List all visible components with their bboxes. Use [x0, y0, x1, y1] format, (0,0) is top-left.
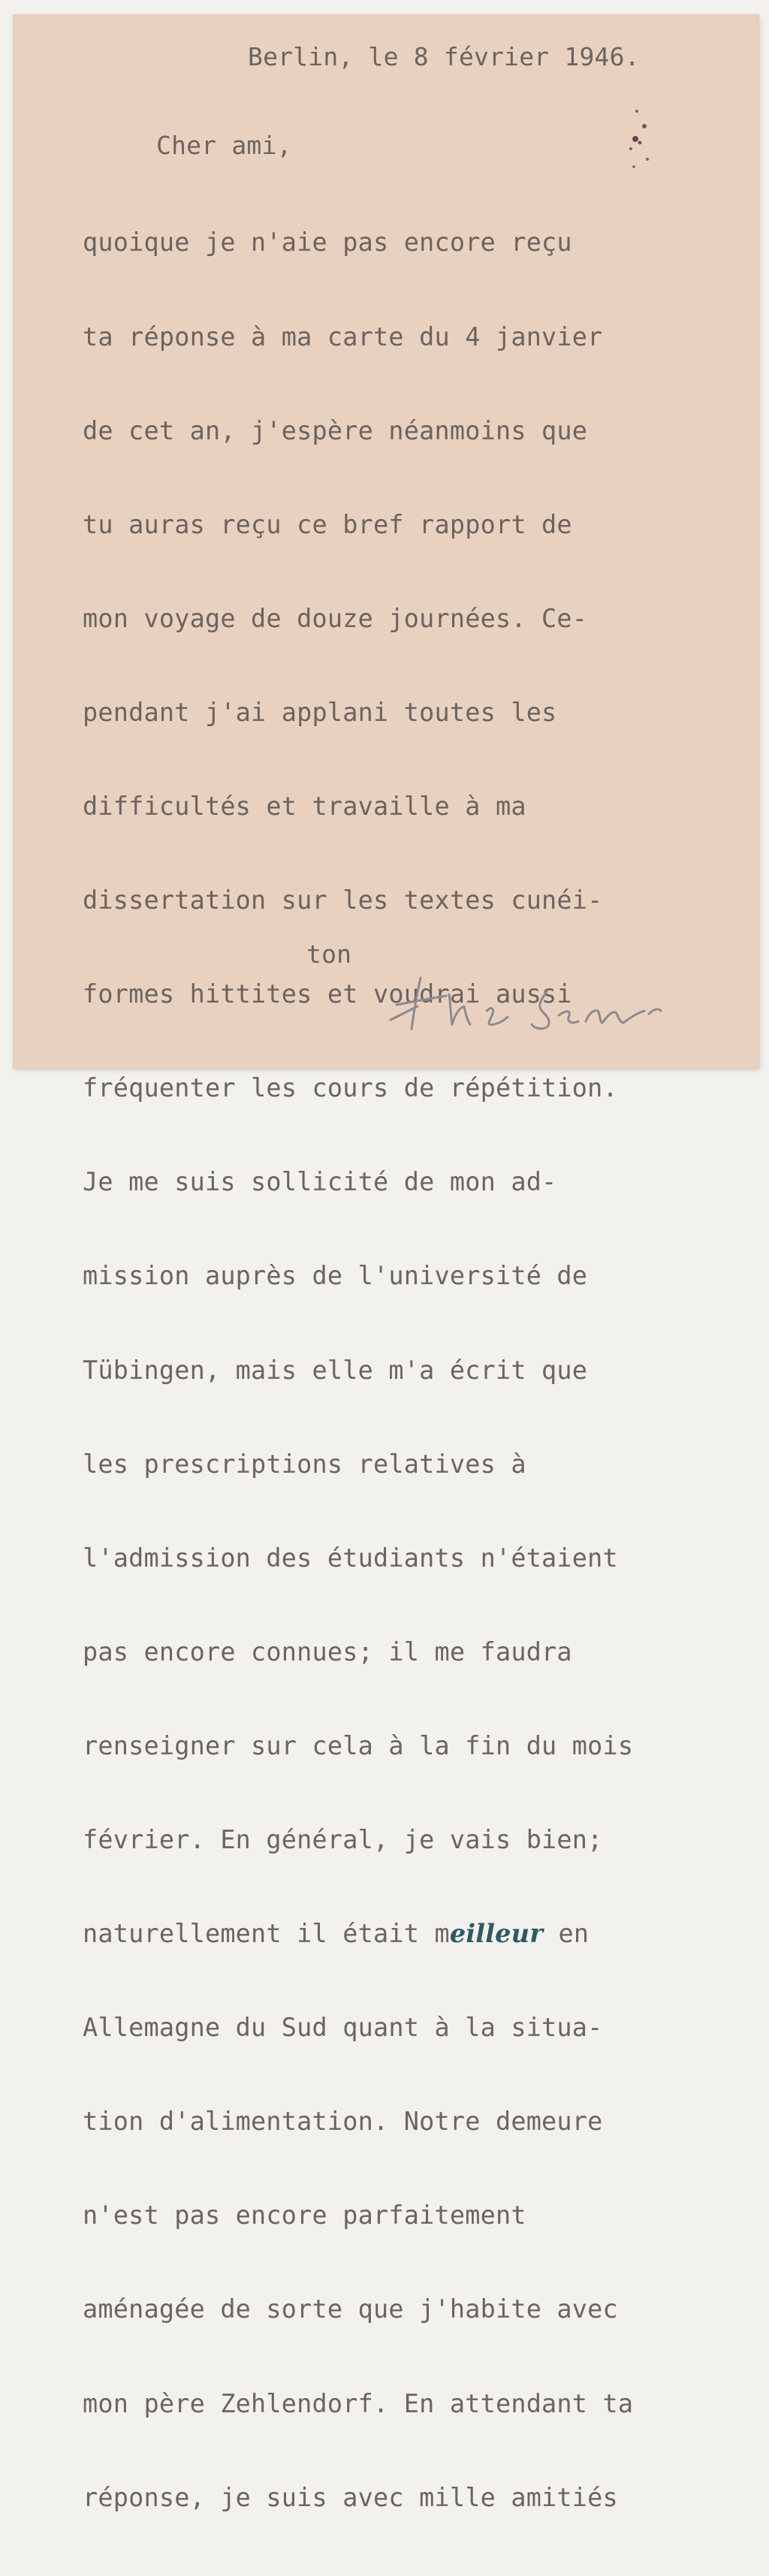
body-line: tion d'alimentation. Notre demeure	[83, 2107, 603, 2137]
body-line: formes hittites et voudrai aussi	[83, 979, 572, 1009]
body-line: tu auras reçu ce bref rapport de	[83, 509, 572, 539]
postcard	[14, 15, 758, 2512]
body-line-start: naturellement il était m	[83, 1919, 450, 1949]
body-line: mon voyage de douze journées. Ce-	[83, 603, 588, 633]
body-line: Allemagne du Sud quant à la situa-	[83, 2013, 603, 2043]
body-line: réponse, je suis avec mille amitiés	[83, 2482, 618, 2512]
body-line-with-correction	[83, 1918, 633, 1950]
body-line: pas encore connues; il me faudra	[83, 1636, 572, 1667]
body-line: fréquenter les cours de répétition.	[83, 1073, 618, 1103]
body-line: février. En général, je vais bien;	[83, 1825, 603, 1854]
body-line: pendant j'ai applani toutes les	[83, 697, 557, 727]
body-line: de cet an, j'espère néanmoins que	[83, 415, 588, 445]
body-line: renseigner sur cela à la fin du mois	[83, 1730, 634, 1760]
letter-body	[83, 164, 633, 2576]
body-line: mon père Zehlendorf. En attendant ta	[83, 2388, 634, 2418]
body-line: Je me suis sollicité de mon ad-	[83, 1167, 557, 1197]
body-line: difficultés et travaille à ma	[83, 791, 526, 821]
body-line-end: en	[543, 1919, 590, 1949]
body-line: n'est pas encore parfaitement	[83, 2200, 526, 2231]
letter-date: Berlin, le 8 février 1946.	[248, 42, 640, 71]
handwritten-correction: eilleur	[449, 1919, 544, 1949]
body-line: mission auprès de l'université de	[83, 1261, 588, 1291]
body-line: Tübingen, mais elle m'a écrit que	[83, 1355, 588, 1385]
handwritten-signature	[381, 961, 727, 1040]
body-line: les prescriptions relatives à	[83, 1449, 526, 1479]
body-line: dissertation sur les textes cunéi-	[83, 885, 603, 915]
body-line: ta réponse à ma carte du 4 janvier	[83, 321, 603, 351]
body-line: aménagée de sorte que j'habite avec	[83, 2294, 618, 2324]
body-line: l'admission des étudiants n'étaient	[83, 1543, 618, 1573]
body-line: quoique je n'aie pas encore reçu	[83, 228, 572, 258]
salutation: Cher ami,	[156, 131, 292, 160]
closing: ton	[306, 940, 352, 969]
